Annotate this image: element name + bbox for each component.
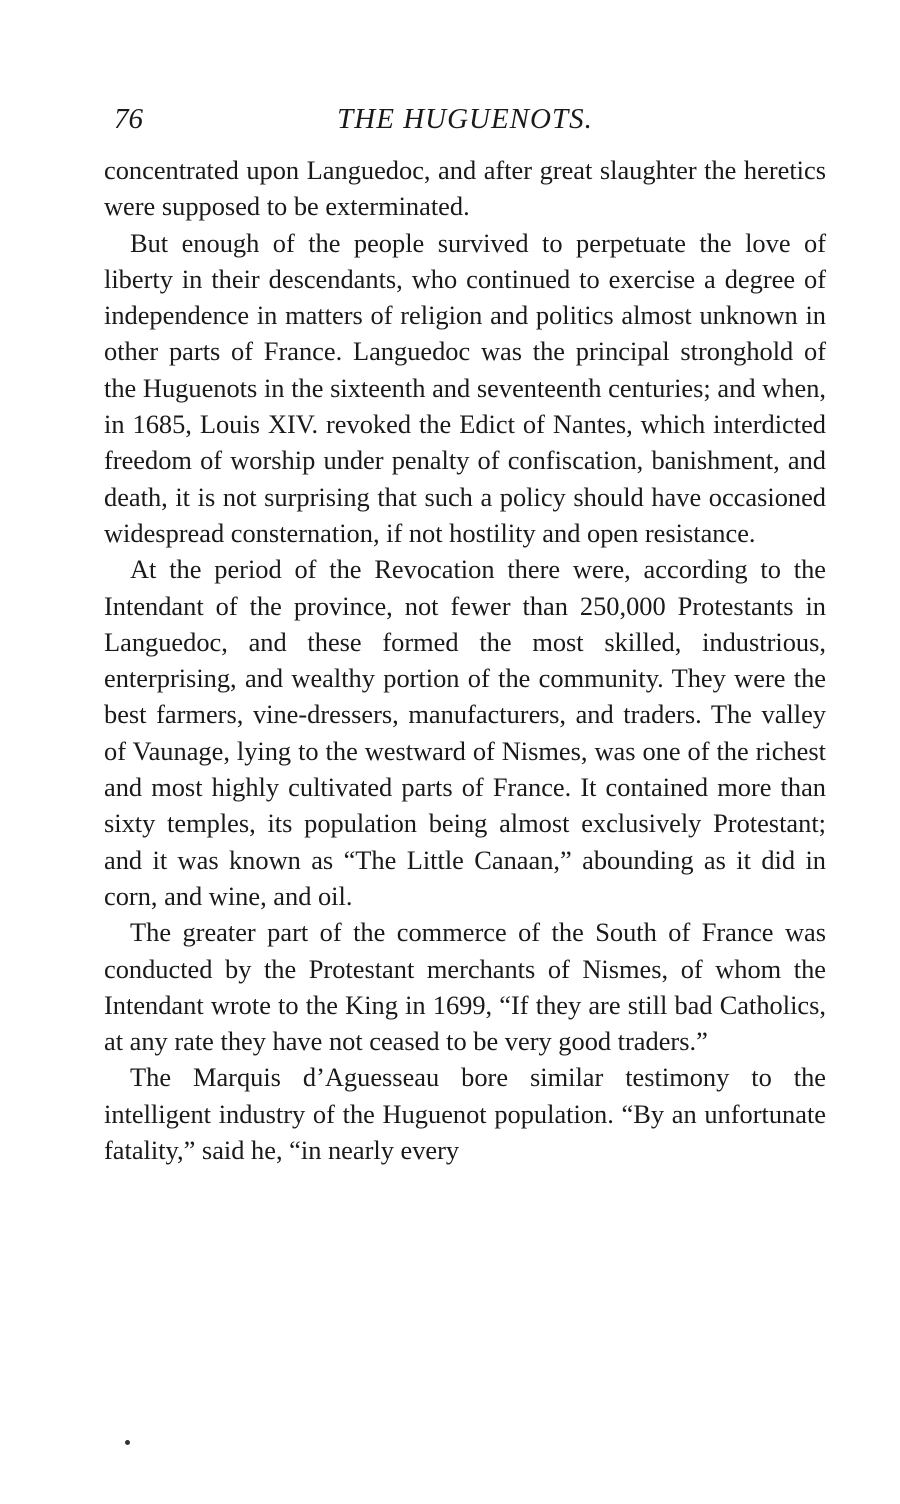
running-head	[104, 96, 826, 142]
running-title: THE HUGUENOTS.	[337, 103, 593, 135]
paragraph: But enough of the people survived to perpetuate the love of liberty in their descendants, who continued to exercise a degree of independence in matters of religion and politics almost unknown in other parts of France. Languedoc was the principal stronghold of the Huguenots in the sixteenth and seventeenth centuries; and when, in 1685, Louis XIV. revoked the Edict of Nantes, which interdicted freedom of worship under penalty of confiscation, banishment, and death, it is not surprising that such a policy should have occasioned widespread consternation, if not hostility and open resistance.	[104, 227, 826, 548]
paragraph-continued: concentrated upon Languedoc, and after great slaughter the heretics were supposed to be exterminated.	[104, 155, 826, 222]
body-text	[104, 152, 826, 1168]
page-number: 76	[114, 103, 143, 135]
paragraph: The greater part of the commerce of the South of France was conducted by the Protestant merchants of Nismes, of whom the Intendant wrote to the King in 1699, “If they are still bad Catholics, at any rate they have not ceased to be very good traders.”	[104, 917, 826, 1057]
paragraph: At the period of the Revocation there were, according to the Intendant of the province, not fewer than 250,000 Protestants in Languedoc, and these formed the most skilled, industrious, enterprising, and wealthy portion of the community. They were the best farmers, vine-dressers, manufacturers, and traders. The valley of Vaunage, lying to the westward of Nismes, was one of the richest and most highly cultivated parts of France. It contained more than sixty temples, its population being almost exclusively Protestant; and it was known as “The Little Canaan,” abounding as it did in corn, and wine, and oil.	[104, 554, 826, 911]
book-page	[104, 96, 826, 1168]
paragraph: The Marquis d’Aguesseau bore similar testimony to the intelligent industry of the Huguenot population. “By an unfortunate fatality,” said he, “in nearly every	[104, 1062, 826, 1166]
printer-mark-dot	[125, 1440, 130, 1445]
